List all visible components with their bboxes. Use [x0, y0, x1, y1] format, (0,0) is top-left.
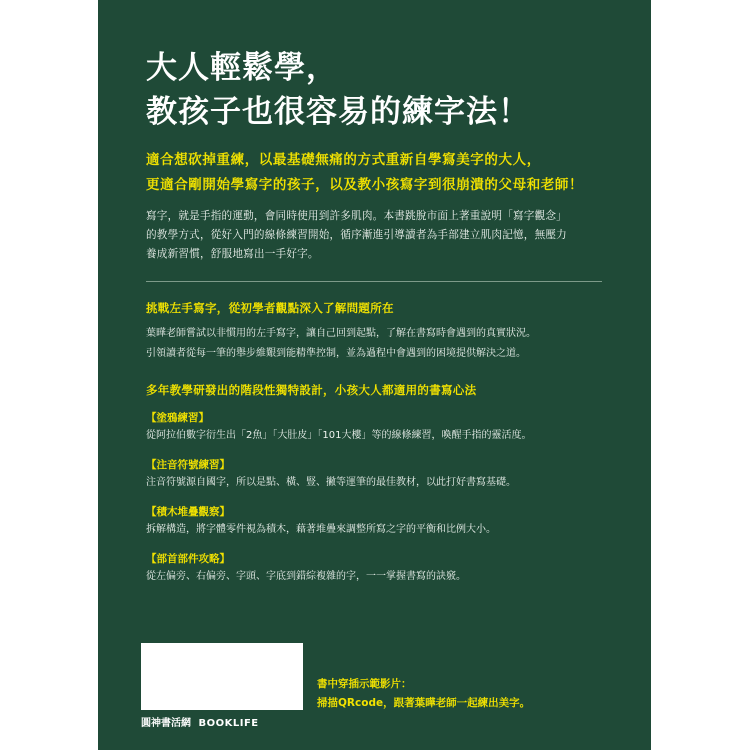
headline-line-1: 大人輕鬆學，	[146, 50, 338, 86]
subheadline-line-1: 適合想砍掉重練，以最基礎無痛的方式重新自學寫美字的大人，	[146, 152, 541, 168]
method-title: 【部首部件攻略】	[146, 553, 230, 565]
qr-note	[317, 675, 530, 713]
method-body: 注音符號源自國字，所以是點、橫、豎、撇等運筆的最佳教材，以此打好書寫基礎。	[146, 477, 516, 488]
qr-note-line-2: 掃描QRcode，跟著葉曄老師一起練出美字。	[317, 697, 531, 709]
method-item	[146, 410, 616, 445]
qr-note-line-1: 書中穿插示範影片：	[317, 678, 412, 690]
section1-body	[146, 324, 536, 364]
headline-line-2: 教孩子也很容易的練字法！	[146, 94, 530, 130]
publisher-name-en: BOOKLIFE	[198, 718, 259, 729]
intro-line: 的教學方式，從好入門的線條練習開始，循序漸進引導讀者為手部建立肌肉記憶，無壓力	[146, 229, 567, 241]
method-body: 拆解構造，將字體零件視為積木，藉著堆疊來調整所寫之字的平衡和比例大小。	[146, 524, 496, 535]
method-body: 從左偏旁、右偏旁、字頭、字底到錯綜複雜的字，一一掌握書寫的訣竅。	[146, 571, 466, 582]
publisher-logo	[141, 714, 259, 729]
method-item	[146, 504, 616, 539]
method-body: 從阿拉伯數字衍生出「2魚」「大肚皮」「101大樓」等的線條練習，喚醒手指的靈活度。	[146, 430, 532, 441]
qr-code-placeholder	[141, 643, 303, 710]
section1-line: 引領讀者從每一筆的舉步維艱到能精準控制，並為過程中會遇到的困境提供解決之道。	[146, 348, 526, 359]
section1-line: 葉曄老師嘗試以非慣用的左手寫字，讓自己回到起點，了解在書寫時會遇到的真實狀況。	[146, 328, 536, 339]
method-title: 【注音符號練習】	[146, 459, 230, 471]
section2-title: 多年教學研發出的階段性獨特設計，小孩大人都適用的書寫心法	[146, 383, 477, 397]
headline	[146, 46, 530, 134]
section-divider	[146, 281, 602, 282]
publisher-name-cn: 圓神書活網	[141, 718, 191, 729]
intro-line: 寫字，就是手指的運動，會同時使用到許多肌肉。本書跳脫市面上著重說明「寫字觀念」	[146, 210, 567, 222]
intro-line: 養成新習慣，舒服地寫出一手好字。	[146, 248, 319, 260]
method-title: 【塗鴉練習】	[146, 412, 209, 424]
method-item	[146, 551, 616, 586]
subheadline	[146, 148, 626, 198]
intro-paragraph	[146, 207, 616, 264]
book-back-cover	[98, 0, 651, 750]
method-item	[146, 457, 616, 492]
method-title: 【積木堆疊觀察】	[146, 506, 230, 518]
section1-title: 挑戰左手寫字，從初學者觀點深入了解問題所在	[146, 301, 394, 315]
subheadline-line-2: 更適合剛開始學寫字的孩子，以及教小孩寫字到很崩潰的父母和老師！	[146, 177, 584, 193]
